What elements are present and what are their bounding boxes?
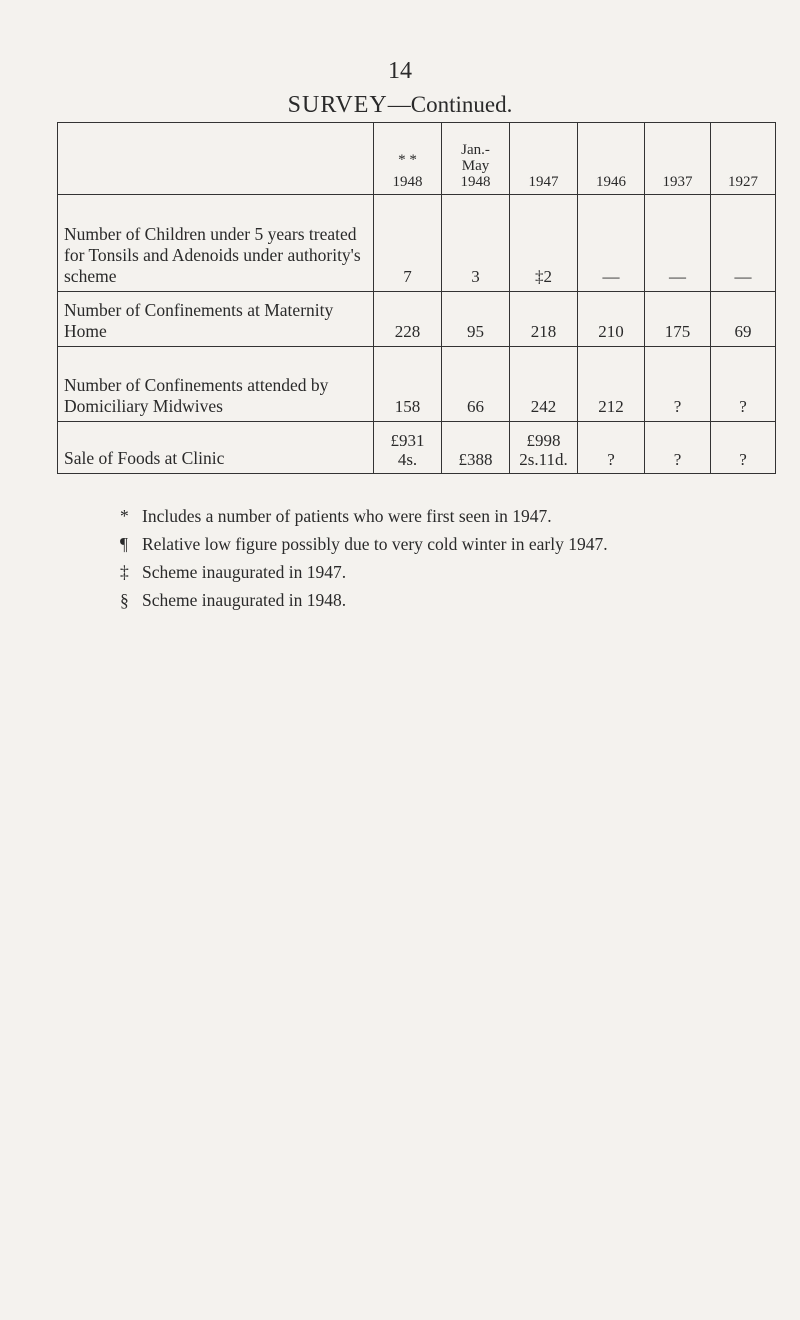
table-cell: 175 (645, 292, 711, 347)
header-cell (711, 123, 776, 195)
table-cell: ‡2 (510, 195, 578, 292)
table-cell: £998 2s.11d. (510, 422, 578, 474)
footnote-symbol: § (120, 590, 129, 610)
table-cell: 66 (442, 347, 510, 422)
header-cell (645, 123, 711, 195)
table-cell: 218 (510, 292, 578, 347)
footnote (120, 502, 770, 530)
table-cell: 7 (374, 195, 442, 292)
header-top: * * (398, 152, 417, 168)
footnote-symbol: * (120, 506, 129, 526)
header-bottom: 1947 (528, 174, 559, 190)
footnote-text: Relative low figure possibly due to very cold winter in early 1947. (142, 534, 608, 554)
header-cell (374, 123, 442, 195)
header-cell (578, 123, 645, 195)
table-cell: ? (578, 422, 645, 474)
table-cell: 212 (578, 347, 645, 422)
table-cell: ? (645, 422, 711, 474)
page-title (0, 92, 800, 119)
table-cell: £388 (442, 422, 510, 474)
table-cell: — (711, 195, 776, 292)
footnote (120, 586, 770, 614)
table-cell: 242 (510, 347, 578, 422)
survey-table (57, 122, 776, 474)
table-cell: 158 (374, 347, 442, 422)
title-separator: — (387, 92, 411, 117)
header-cell-blank (58, 123, 374, 195)
page-number: 14 (388, 58, 412, 84)
table-cell: ? (645, 347, 711, 422)
header-bottom: 1948 (460, 174, 491, 190)
table-row (58, 422, 776, 474)
table-cell: — (578, 195, 645, 292)
table-row (58, 292, 776, 347)
header-bottom: 1946 (596, 174, 626, 190)
header-bottom: 1937 (662, 174, 693, 190)
table-cell: ? (711, 347, 776, 422)
table-cell: 228 (374, 292, 442, 347)
table-cell: — (645, 195, 711, 292)
row-label: Number of Children under 5 years treated for Tonsils and Adenoids under authority's scheme (58, 195, 374, 292)
table-cell: 3 (442, 195, 510, 292)
table-cell: 210 (578, 292, 645, 347)
table-cell: £931 4s. (374, 422, 442, 474)
table-cell: ? (711, 422, 776, 474)
footnote-symbol: ‡ (120, 562, 129, 582)
table-header-row (58, 123, 776, 195)
footnote-text: Scheme inaugurated in 1947. (142, 562, 347, 582)
header-cell (442, 123, 510, 195)
row-label: Sale of Foods at Clinic (58, 422, 374, 474)
header-bottom: 1927 (728, 174, 758, 190)
table-cell: 69 (711, 292, 776, 347)
footnote-text: Includes a number of patients who were first seen in 1947. (142, 506, 552, 526)
row-label: Number of Confinements at Maternity Home (58, 292, 374, 347)
header-cell (510, 123, 578, 195)
footnote-text: Scheme inaugurated in 1948. (142, 590, 347, 610)
title-main: SURVEY (287, 92, 388, 118)
header-bottom: 1948 (392, 174, 423, 190)
title-continued: Continued. (410, 92, 513, 117)
table-cell: 95 (442, 292, 510, 347)
footnote-symbol: ¶ (120, 534, 128, 554)
row-label: Number of Confinements attended by Domiciliary Midwives (58, 347, 374, 422)
footnote (120, 530, 770, 558)
table-row (58, 347, 776, 422)
footnote (120, 558, 770, 586)
footnotes (120, 502, 770, 614)
header-top: Jan.- May (461, 142, 490, 174)
table-row (58, 195, 776, 292)
